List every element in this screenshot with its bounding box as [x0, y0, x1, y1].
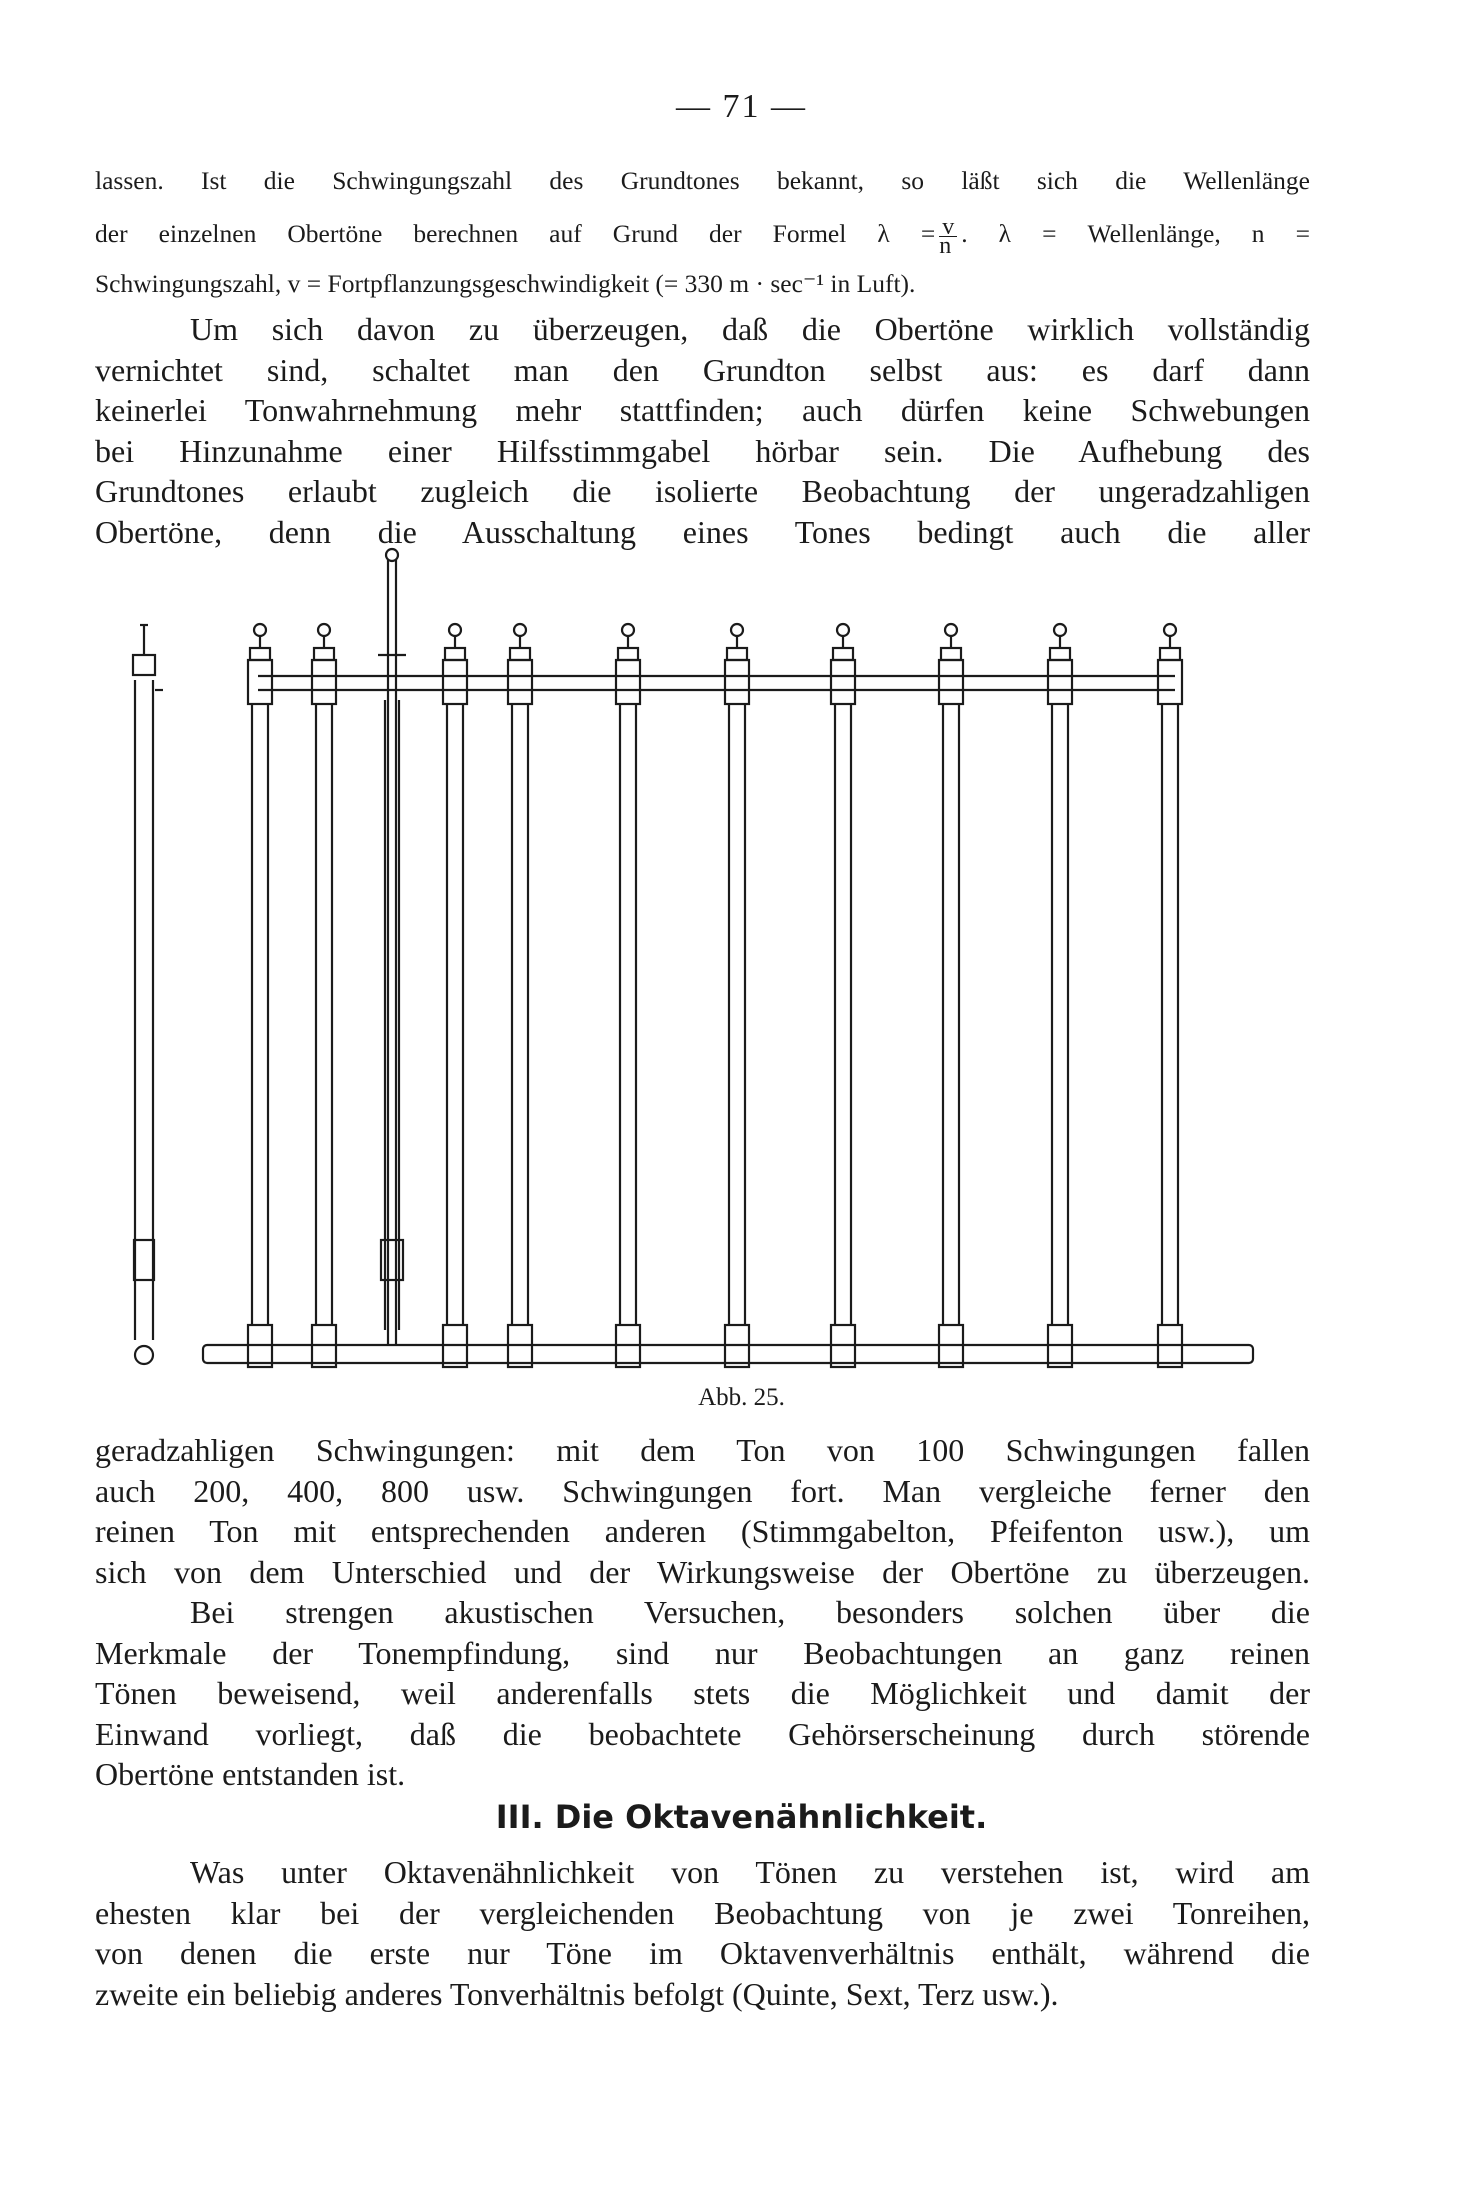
pipe-part — [443, 660, 467, 704]
formula-after-text: . λ = Wellenlänge, n = — [961, 219, 1310, 248]
paragraph-3-line: Tönen beweisend, weil anderenfalls stets die Möglichkeit und damit der — [95, 1675, 1310, 1711]
formula-numerator: v — [939, 218, 957, 237]
pipe-part — [514, 624, 526, 636]
pipe-part — [445, 648, 465, 660]
paragraph-3-line: Einwand vorliegt, daß die beobachtete Gehörserscheinung durch störende — [95, 1715, 1310, 1752]
pipe-part — [831, 660, 855, 704]
intro-line-2-text: der einzelnen Obertöne berechnen auf Grund der Formel λ = — [95, 219, 936, 248]
pipe-part — [254, 624, 266, 636]
pipe-part — [731, 624, 743, 636]
pipe-part — [312, 660, 336, 704]
paragraph-1-line: Um sich davon zu überzeugen, daß die Obertöne wirklich vollständig — [190, 311, 1310, 347]
paragraph-2 — [95, 1430, 1310, 1795]
pipe-part — [449, 624, 461, 636]
pipe-part — [837, 624, 849, 636]
pipe-part — [1054, 624, 1066, 636]
formula-denominator: n — [939, 232, 952, 259]
page-number: — 71 — — [676, 88, 807, 125]
pipe-part — [1158, 660, 1182, 704]
figure-drawing — [133, 549, 1253, 1364]
pipe-part — [510, 648, 530, 660]
pipe-part — [941, 648, 961, 660]
paragraph-1-line: bei Hinzunahme einer Hilfsstimmgabel hörbar sein. Die Aufhebung des — [95, 432, 1310, 469]
paragraph-2-line: sich von dem Unterschied und der Wirkungsweise der Obertöne zu überzeugen. — [95, 1553, 1310, 1590]
pipe-part — [725, 660, 749, 704]
paragraph-1-line: Obertöne, denn die Ausschaltung eines Tones bedingt auch die aller — [95, 513, 1310, 550]
paragraph-2-line: reinen Ton mit entsprechenden anderen (Stimmgabelton, Pfeifenton usw.), um — [95, 1513, 1310, 1549]
pipe-part — [1164, 624, 1176, 636]
section-heading: III. Die Oktavenähnlichkeit. — [495, 1798, 988, 1836]
intro-line-3: Schwingungszahl, v = Fortpflanzungsgeschwindigkeit (= 330 m · sec⁻¹ in Luft). — [95, 269, 916, 298]
paragraph-2-line: geradzahligen Schwingungen: mit dem Ton von 100 Schwingungen fallen — [95, 1432, 1310, 1468]
paragraph-1-line: Grundtones erlaubt zugleich die isolierte Beobachtung der ungeradzahligen — [95, 473, 1310, 509]
pipe-part — [616, 660, 640, 704]
paragraph-4-line: ehesten klar bei der vergleichenden Beobachtung von je zwei Tonreihen, — [95, 1894, 1310, 1931]
intro-line-1: lassen. Ist die Schwingungszahl des Grundtones bekannt, so läßt sich die Wellenlänge — [95, 166, 1310, 195]
pipe-part — [314, 648, 334, 660]
paragraph-3-line: Obertöne entstanden ist. — [95, 1756, 406, 1792]
paragraph-3-line: Merkmale der Tonempfindung, sind nur Beobachtungen an ganz reinen — [95, 1634, 1310, 1671]
pipe-part — [250, 648, 270, 660]
paragraph-4-line: Was unter Oktavenähnlichkeit von Tönen zu verstehen ist, wird am — [190, 1854, 1310, 1890]
pipe-part — [833, 648, 853, 660]
pipe-part — [508, 660, 532, 704]
paragraph-2-line: auch 200, 400, 800 usw. Schwingungen fort. Man vergleiche ferner den — [95, 1472, 1310, 1509]
pipe-part — [1050, 648, 1070, 660]
pipe-part — [622, 624, 634, 636]
paragraph-4-line: von denen die erste nur Töne im Oktavenverhältnis enthält, während die — [95, 1935, 1310, 1971]
paragraph-1-line: vernichtet sind, schaltet man den Grundton selbst aus: es darf dann — [95, 351, 1310, 388]
pipe-part — [618, 648, 638, 660]
paragraph-4 — [95, 1852, 1310, 2014]
pipe-part — [248, 660, 272, 704]
pipe-part — [1048, 660, 1072, 704]
pipe-part — [727, 648, 747, 660]
pipe-part — [939, 660, 963, 704]
paragraph-3-line: Bei strengen akustischen Versuchen, besonders solchen über die — [190, 1594, 1310, 1630]
figure-caption: Abb. 25. — [698, 1384, 785, 1411]
pipe-part — [945, 624, 957, 636]
paragraph-1-line: keinerlei Tonwahrnehmung mehr stattfinden; auch dürfen keine Schwebungen — [95, 392, 1310, 428]
pipe-part — [1160, 648, 1180, 660]
pipe-part — [318, 624, 330, 636]
paragraph-4-line: zweite ein beliebig anderes Tonverhältnis befolgt (Quinte, Sext, Terz usw.). — [95, 1975, 1059, 2012]
